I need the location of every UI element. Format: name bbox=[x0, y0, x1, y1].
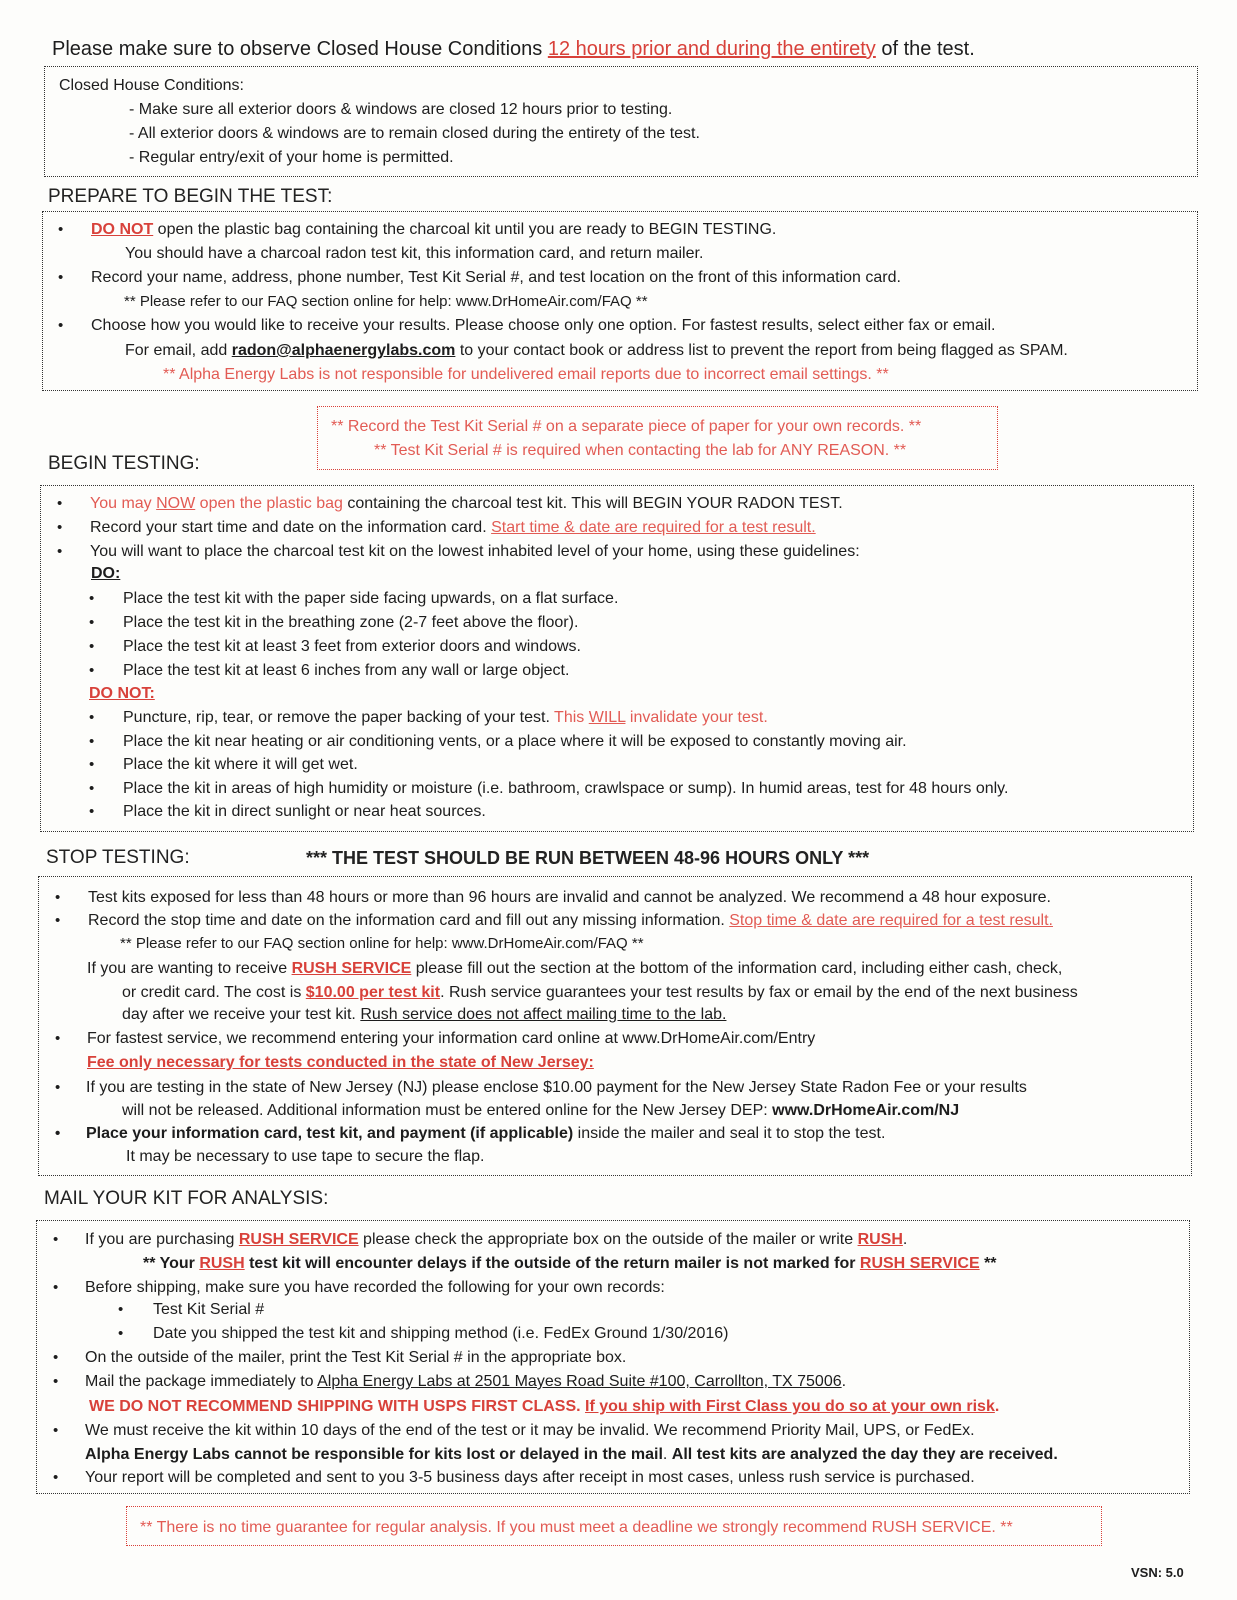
bullet-icon: • bbox=[53, 1231, 59, 1248]
stop-cost-b: . Rush service guarantees your test results by fax or email by the end of the next business bbox=[440, 984, 1078, 1001]
prepare-heading: PREPARE TO BEGIN THE TEST: bbox=[48, 186, 333, 207]
mail-line-5b-a: Alpha Energy Labs cannot be responsible for kits lost or delayed in the mail bbox=[85, 1446, 663, 1463]
stop-rush-line-3 bbox=[122, 1005, 726, 1025]
mail-line-1b-a: ** Your bbox=[143, 1255, 200, 1272]
stop-rush-a: If you are wanting to receive bbox=[87, 960, 292, 977]
nj-fee-label: Fee only necessary for tests conducted in the state of New Jersey: bbox=[87, 1054, 594, 1071]
intro-highlight: 12 hours prior and during the entirety bbox=[547, 38, 876, 60]
mail-usps-warning bbox=[89, 1397, 999, 1417]
prepare-email-pre: For email, add bbox=[125, 342, 232, 359]
stop-cost: $10.00 per test kit bbox=[305, 984, 441, 1001]
closed-house-item: - Regular entry/exit of your home is permitted. bbox=[129, 149, 454, 166]
bullet-icon: • bbox=[89, 662, 95, 679]
prepare-line-2: Record your name, address, phone number, Test Kit Serial #, and test location on the front of this information card. bbox=[91, 269, 901, 286]
bullet-icon: • bbox=[118, 1325, 124, 1342]
mail-line-1b bbox=[143, 1254, 997, 1274]
mail-line-1b-c: ** bbox=[979, 1255, 997, 1272]
intro-post: of the test. bbox=[875, 38, 975, 60]
prepare-disclaimer: ** Alpha Energy Labs is not responsible for undelivered email reports due to incorrect email settings. ** bbox=[163, 366, 889, 383]
mail-line-3: On the outside of the mailer, print the Test Kit Serial # in the appropriate box. bbox=[85, 1349, 627, 1366]
begin-line-2-text: Record your start time and date on the information card. bbox=[90, 519, 492, 536]
bullet-icon: • bbox=[57, 543, 63, 560]
stop-line-5: If you are testing in the state of New Jersey (NJ) please enclose $10.00 payment for the New Jersey State Radon Fee or your results bbox=[86, 1079, 1027, 1096]
stop-rush-line-1 bbox=[87, 959, 1062, 979]
mail-line-1 bbox=[85, 1230, 907, 1250]
bullet-icon: • bbox=[58, 269, 64, 286]
begin-line-2 bbox=[90, 518, 816, 538]
footer-note: ** There is no time guarantee for regular analysis. If you must meet a deadline we strongly recommend RUSH SERVICE. ** bbox=[140, 1519, 1013, 1536]
mail-usps-risk: If you ship with First Class you do so at your own risk bbox=[585, 1398, 995, 1415]
bullet-icon: • bbox=[89, 614, 95, 631]
dont-item: Place the kit in areas of high humidity or moisture (i.e. bathroom, crawlspace or sump). In humid areas, test for 48 hours only. bbox=[123, 780, 1009, 797]
mail-line-5b-c: All test kits are analyzed the day they are received. bbox=[671, 1446, 1058, 1463]
dont-item-red-b: invalidate your test. bbox=[625, 709, 768, 726]
bullet-icon: • bbox=[58, 317, 64, 334]
mail-rush: RUSH bbox=[857, 1231, 903, 1248]
stop-line-6b: It may be necessary to use tape to secure the flap. bbox=[126, 1148, 485, 1165]
stop-heading: STOP TESTING: bbox=[46, 847, 190, 868]
serial-note-line-2: ** Test Kit Serial # is required when contacting the lab for ANY REASON. ** bbox=[374, 442, 907, 459]
begin-line-1-c: containing the charcoal test kit. This will BEGIN YOUR RADON TEST. bbox=[342, 495, 843, 512]
begin-line-1-b: open the plastic bag bbox=[195, 495, 343, 512]
do-label: DO: bbox=[91, 565, 121, 582]
bullet-icon: • bbox=[55, 1030, 61, 1047]
prepare-email-address[interactable]: radon@alphaenergylabs.com bbox=[231, 342, 456, 359]
do-item: Place the test kit at least 3 feet from exterior doors and windows. bbox=[123, 638, 581, 655]
stop-cost-a: or credit card. The cost is bbox=[122, 984, 306, 1001]
mail-record-item: Date you shipped the test kit and shipping method (i.e. FedEx Ground 1/30/2016) bbox=[153, 1325, 729, 1342]
prepare-line-1-text: open the plastic bag containing the charcoal kit until you are ready to BEGIN TESTING. bbox=[153, 221, 777, 238]
do-item: Place the test kit with the paper side facing upwards, on a flat surface. bbox=[123, 590, 619, 607]
mail-line-4 bbox=[85, 1372, 846, 1392]
stop-line-2-red: Stop time & date are required for a test result. bbox=[729, 912, 1053, 929]
intro-pre: Please make sure to observe Closed House Conditions bbox=[52, 38, 548, 60]
do-item: Place the test kit in the breathing zone (2-7 feet above the floor). bbox=[123, 614, 579, 631]
prepare-do-not: DO NOT bbox=[91, 221, 154, 238]
bullet-icon: • bbox=[57, 519, 63, 536]
dont-item-red-a: This bbox=[554, 709, 589, 726]
version-label: VSN: 5.0 bbox=[1131, 1565, 1184, 1580]
mail-usps-a: WE DO NOT RECOMMEND SHIPPING WITH USPS FIRST CLASS. bbox=[89, 1398, 586, 1415]
stop-rush-service: RUSH SERVICE bbox=[291, 960, 412, 977]
begin-line-3: You will want to place the charcoal test kit on the lowest inhabited level of your home, using these guidelines: bbox=[90, 543, 860, 560]
stop-rush-b: please fill out the section at the bottom of the information card, including either cash, check, bbox=[411, 960, 1063, 977]
mail-line-1-c: . bbox=[902, 1231, 908, 1248]
mail-heading: MAIL YOUR KIT FOR ANALYSIS: bbox=[44, 1188, 329, 1209]
dont-item: Place the kit where it will get wet. bbox=[123, 756, 358, 773]
mail-line-6: Your report will be completed and sent to you 3-5 business days after receipt in most cases, unless rush service is purchased. bbox=[85, 1469, 975, 1486]
mail-line-1-b: please check the appropriate box on the outside of the mailer or write bbox=[358, 1231, 858, 1248]
prepare-line-3: Choose how you would like to receive your results. Please choose only one option. For fastest results, select either fax or email. bbox=[91, 317, 996, 334]
bullet-icon: • bbox=[89, 733, 95, 750]
bullet-icon: • bbox=[89, 780, 95, 797]
mail-line-4-a: Mail the package immediately to bbox=[85, 1373, 318, 1390]
stop-line-1: Test kits exposed for less than 48 hours or more than 96 hours are invalid and cannot be analyzed. We recommend a 48 hour exposure. bbox=[88, 889, 1051, 906]
stop-line-2-text: Record the stop time and date on the information card and fill out any missing information. bbox=[88, 912, 730, 929]
mail-line-5: We must receive the kit within 10 days of the end of the test or it may be invalid. We recommend Priority Mail, UPS, or FedEx. bbox=[85, 1422, 975, 1439]
bullet-icon: • bbox=[53, 1373, 59, 1390]
bullet-icon: • bbox=[53, 1422, 59, 1439]
stop-line-4: For fastest service, we recommend entering your information card online at www.DrHomeAir.com/Entry bbox=[87, 1030, 816, 1047]
mail-rush-service: RUSH SERVICE bbox=[238, 1231, 359, 1248]
bullet-icon: • bbox=[55, 1079, 61, 1096]
mail-line-1b-rush2: RUSH SERVICE bbox=[859, 1255, 980, 1272]
begin-line-1-now: NOW bbox=[156, 495, 196, 512]
bullet-icon: • bbox=[55, 912, 61, 929]
mail-line-4-b: . bbox=[841, 1373, 847, 1390]
closed-house-item: - All exterior doors & windows are to remain closed during the entirety of the test. bbox=[129, 125, 700, 142]
bullet-icon: • bbox=[57, 495, 63, 512]
mail-line-2: Before shipping, make sure you have recorded the following for your own records: bbox=[85, 1279, 665, 1296]
mail-line-1b-b: test kit will encounter delays if the outside of the return mailer is not marked for bbox=[244, 1255, 860, 1272]
dont-item-text: Puncture, rip, tear, or remove the paper backing of your test. bbox=[123, 709, 555, 726]
bullet-icon: • bbox=[118, 1301, 124, 1318]
begin-line-2-red: Start time & date are required for a test result. bbox=[491, 519, 816, 536]
bullet-icon: • bbox=[89, 709, 95, 726]
stop-banner: *** THE TEST SHOULD BE RUN BETWEEN 48-96 HOURS ONLY *** bbox=[306, 848, 870, 868]
bullet-icon: • bbox=[55, 1125, 61, 1142]
closed-house-title: Closed House Conditions: bbox=[59, 77, 244, 94]
dont-item: Place the kit near heating or air conditioning vents, or a place where it will be exposed to constantly moving air. bbox=[123, 733, 907, 750]
dont-item bbox=[123, 708, 768, 728]
stop-line-5b bbox=[122, 1101, 959, 1121]
mail-line-1b-rush: RUSH bbox=[199, 1255, 245, 1272]
bullet-icon: • bbox=[89, 590, 95, 607]
stop-rush-c: day after we receive your test kit. bbox=[122, 1006, 361, 1023]
stop-faq: ** Please refer to our FAQ section online for help: www.DrHomeAir.com/FAQ ** bbox=[120, 935, 644, 952]
closed-house-item: - Make sure all exterior doors & windows are closed 12 hours prior to testing. bbox=[129, 101, 673, 118]
mail-line-5b-b: . bbox=[662, 1446, 672, 1463]
mail-record-item: Test Kit Serial # bbox=[153, 1301, 265, 1318]
stop-nj-text: will not be released. Additional information must be entered online for the New Jersey DEP: bbox=[122, 1102, 773, 1119]
prepare-line-1 bbox=[91, 220, 776, 240]
bullet-icon: • bbox=[53, 1279, 59, 1296]
bullet-icon: • bbox=[89, 803, 95, 820]
bullet-icon: • bbox=[89, 756, 95, 773]
bullet-icon: • bbox=[89, 638, 95, 655]
intro-line bbox=[52, 37, 975, 61]
dont-item: Place the kit in direct sunlight or near heat sources. bbox=[123, 803, 486, 820]
prepare-email-post: to your contact book or address list to prevent the report from being flagged as SPAM. bbox=[455, 342, 1068, 359]
mail-address: Alpha Energy Labs at 2501 Mayes Road Suite #100, Carrollton, TX 75006 bbox=[317, 1373, 842, 1390]
mail-usps-c: . bbox=[994, 1398, 1000, 1415]
dont-item-will: WILL bbox=[588, 709, 626, 726]
stop-line-2 bbox=[88, 911, 1053, 931]
stop-line-6 bbox=[86, 1124, 885, 1144]
bullet-icon: • bbox=[53, 1469, 59, 1486]
stop-nj-url[interactable]: www.DrHomeAir.com/NJ bbox=[772, 1102, 960, 1119]
do-not-label: DO NOT: bbox=[89, 685, 155, 702]
stop-rush-note: Rush service does not affect mailing time to the lab. bbox=[360, 1006, 727, 1023]
do-item: Place the test kit at least 6 inches from any wall or large object. bbox=[123, 662, 570, 679]
begin-heading: BEGIN TESTING: bbox=[48, 453, 200, 474]
stop-rush-line-2 bbox=[122, 983, 1078, 1003]
prepare-line-1b: You should have a charcoal radon test kit, this information card, and return mailer. bbox=[125, 245, 704, 262]
prepare-email-line bbox=[125, 341, 1068, 361]
serial-note-line-1: ** Record the Test Kit Serial # on a separate piece of paper for your own records. ** bbox=[331, 418, 922, 435]
begin-line-1 bbox=[90, 494, 843, 514]
begin-line-1-a: You may bbox=[90, 495, 157, 512]
bullet-icon: • bbox=[55, 889, 61, 906]
stop-line-6-rest: inside the mailer and seal it to stop the test. bbox=[573, 1125, 886, 1142]
mail-line-5b bbox=[85, 1445, 1058, 1465]
mail-line-1-a: If you are purchasing bbox=[85, 1231, 239, 1248]
bullet-icon: • bbox=[58, 221, 64, 238]
bullet-icon: • bbox=[53, 1349, 59, 1366]
stop-line-6-bold: Place your information card, test kit, and payment (if applicable) bbox=[86, 1125, 574, 1142]
prepare-faq: ** Please refer to our FAQ section online for help: www.DrHomeAir.com/FAQ ** bbox=[124, 293, 648, 310]
